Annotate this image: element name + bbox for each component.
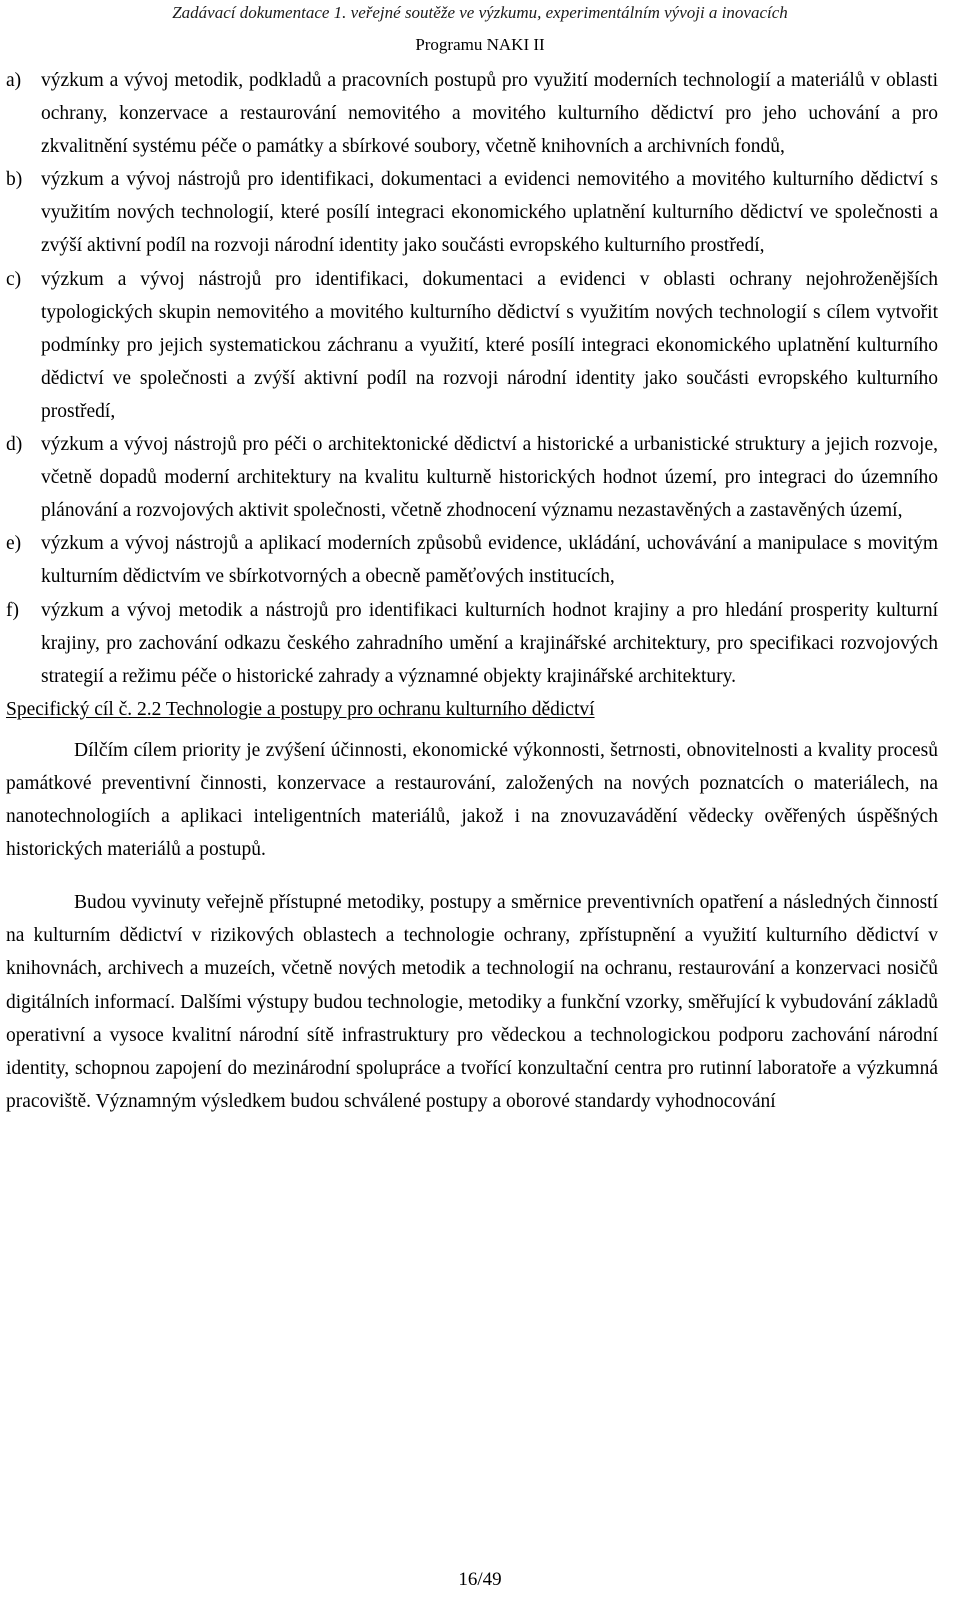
list-item-text: výzkum a vývoj nástrojů pro identifikaci, dokumentaci a evidenci v oblasti ochrany nejohroženějších typologických skupin nemovitého a movitého kulturního dědictví s využitím nových technologií s cílem vytvořit podmínky pro jejich systematickou záchranu a využití, které posílí integraci ekonomického uplatnění kulturního dědictví ve společnosti a zvýší aktivní podíl na rozvoji národní identity jako součásti evropského kulturního prostředí, bbox=[41, 268, 938, 422]
list-item-f bbox=[6, 594, 938, 693]
list-marker: b) bbox=[6, 169, 23, 191]
document-title: Zadávací dokumentace 1. veřejné soutěže ve výzkumu, experimentálním vývoji a inovacích bbox=[172, 3, 788, 22]
list-marker: a) bbox=[6, 70, 22, 91]
list-item-c bbox=[6, 263, 938, 428]
list-item-d bbox=[6, 428, 938, 527]
list-item-text: výzkum a vývoj nástrojů pro péči o architektonické dědictví a historické a urbanistické struktury a jejich rozvoje, včetně dopadů moderní architektury na kvalitu kulturně historických hodnot území, pro integraci do územního plánování a rozvojových aktivit společnosti, včetně zhodnocení významu nezastavěných a zastavěných území, bbox=[41, 434, 938, 522]
list-item-a bbox=[6, 64, 938, 163]
page-header bbox=[0, 0, 960, 58]
list-item-text: výzkum a vývoj nástrojů pro identifikaci, dokumentaci a evidenci nemovitého a movitého kulturního dědictví s využitím nových technologií, které posílí integraci ekonomického uplatnění kulturního dědictví ve společnosti a zvýší aktivní podíl na rozvoji národní identity jako součásti evropského kulturního prostředí, bbox=[41, 169, 938, 257]
body-paragraph: Budou vyvinuty veřejně přístupné metodiky, postupy a směrnice preventivních opatření a následných činností na kulturním dědictví v rizikových oblastech a technologie ochrany, zpřístupnění a využití kulturního dědictví v knihovnách, archivech a muzeích, včetně nových metodik a technologií na ochranu, restaurování a konzervaci nosičů digitálních informací. Dalšími výstupy budou technologie, metodiky a funkční vzorky, směřující k vybudování základů operativní a vysoce kvalitní národní sítě infrastruktury pro vědeckou a technologickou podporu zachování národní identity, schopnou zapojení do mezinárodní spolupráce a tvořící konzultační centra pro rutinní laboratoře a výzkumná pracoviště. Významným výsledkem budou schválené postupy a oborové standardy vyhodnocování bbox=[6, 892, 938, 1112]
list-item-text: výzkum a vývoj metodik a nástrojů pro identifikaci kulturních hodnot krajiny a pro hledání prosperity kulturní krajiny, pro zachování odkazu českého zahradního umění a krajinářské architektury, pro specifikaci rozvojových strategií a režimu péče o historické zahrady a významné objekty krajinářské architektury. bbox=[41, 599, 938, 687]
list-item-text: výzkum a vývoj metodik, podkladů a pracovních postupů pro využití moderních technologií a materiálů v oblasti ochrany, konzervace a restaurování nemovitého a movitého kulturního dědictví pro jeho uchování a pro zkvalitnění systému péče o památky a sbírkové soubory, včetně knihovních a archivních fondů, bbox=[41, 70, 938, 158]
list-marker: e) bbox=[6, 533, 22, 555]
list-item-text: výzkum a vývoj nástrojů a aplikací moderních způsobů evidence, ukládání, uchovávání a manipulace s movitým kulturním dědictvím ve sbírkotvorných a obecně paměťových institucích, bbox=[41, 533, 938, 588]
list-marker: f) bbox=[6, 599, 19, 621]
program-name: Programu NAKI II bbox=[415, 35, 545, 54]
list-marker: d) bbox=[6, 434, 23, 456]
body-paragraph: Dílčím cílem priority je zvýšení účinnosti, ekonomické výkonnosti, šetrnosti, obnovitelnosti a kvality procesů památkové preventivní činnosti, konzervace a restaurování, založených na nových poznatcích o materiálech, na nanotechnologiích a aplikaci inteligentních materiálů, jakož i na znovuzavádění vědecky ověřených úspěšných historických materiálů a postupů. bbox=[6, 739, 938, 861]
section-heading: Specifický cíl č. 2.2 Technologie a postupy pro ochranu kulturního dědictví bbox=[6, 698, 595, 720]
list-item-b bbox=[6, 163, 938, 262]
list-marker: c) bbox=[6, 268, 22, 290]
list-item-e bbox=[6, 527, 938, 593]
document-body bbox=[6, 64, 938, 1118]
page-number: 16/49 bbox=[458, 1569, 502, 1590]
